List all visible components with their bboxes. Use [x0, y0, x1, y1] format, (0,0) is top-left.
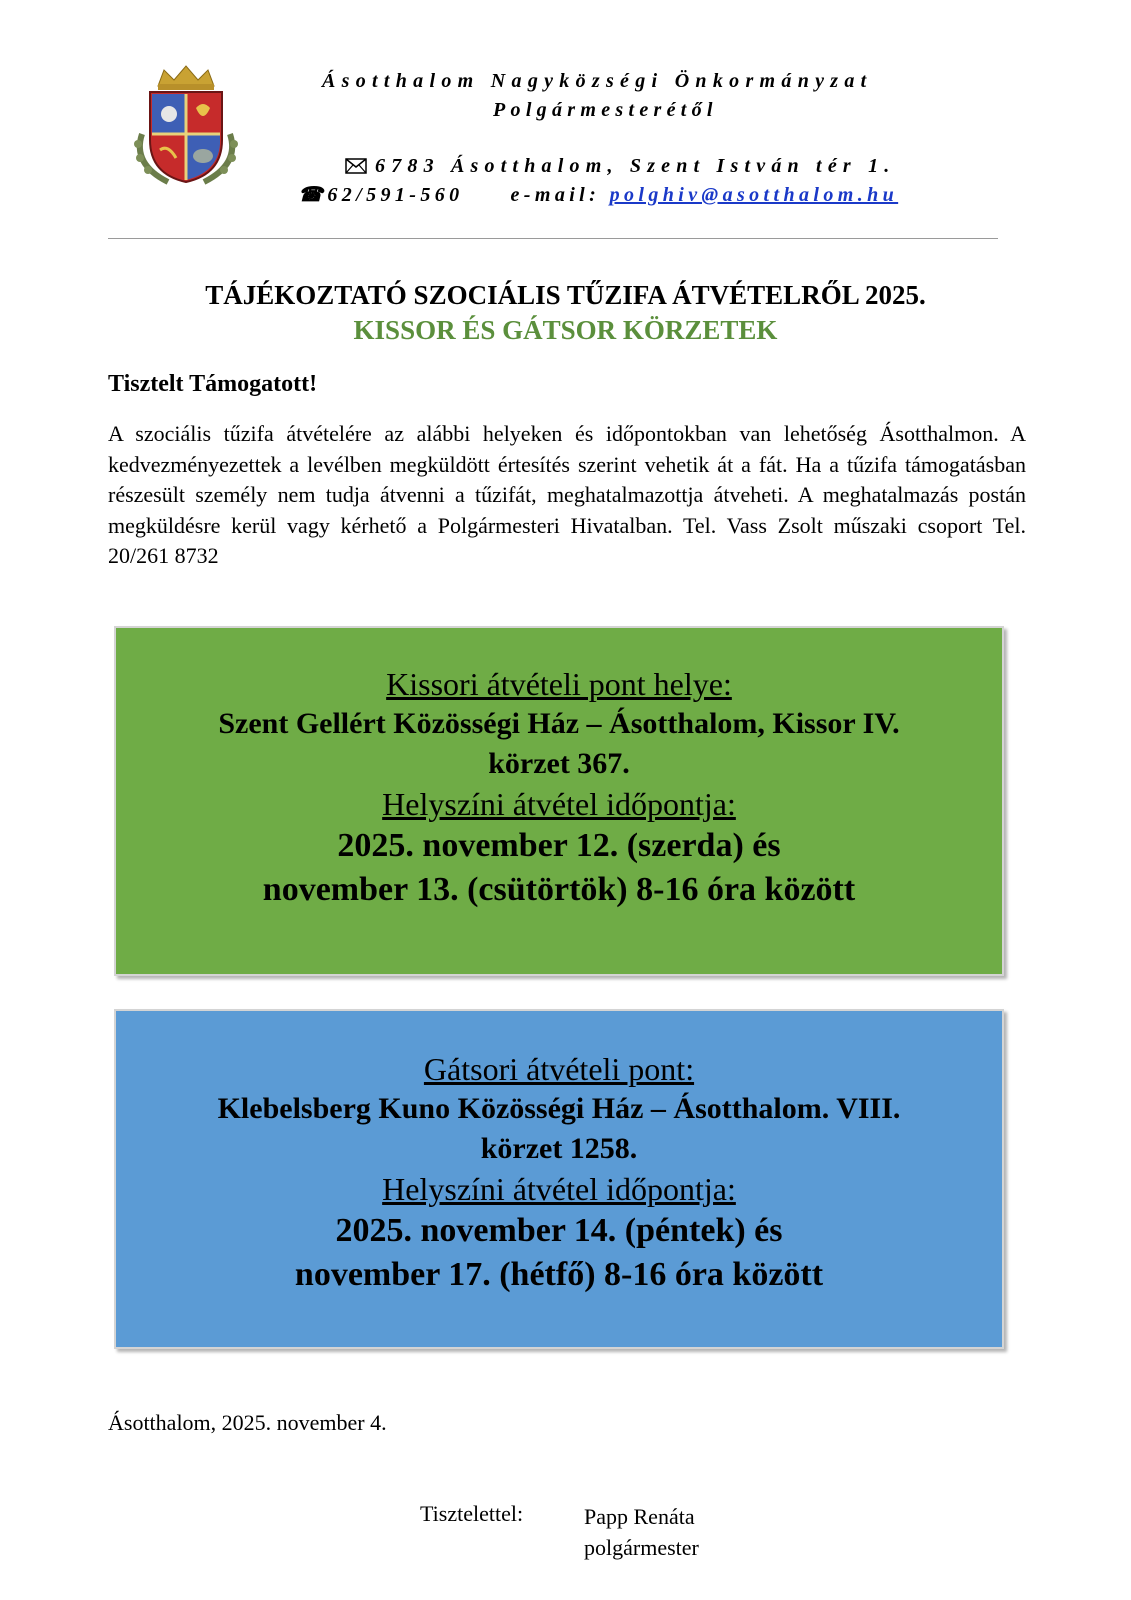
coat-of-arms-logo [128, 64, 244, 188]
header-phone-line [298, 182, 898, 207]
signer-title: polgármester [584, 1535, 699, 1560]
document-subtitle: KISSOR ÉS GÁTSOR KÖRZETEK [353, 315, 778, 345]
header-divider [108, 238, 998, 239]
document-title: TÁJÉKOZTATÓ SZOCIÁLIS TŰZIFA ÁTVÉTELRŐL 2025. [205, 280, 926, 310]
gatsor-date-line2: november 17. (hétfő) 8-16 óra között [294, 1256, 824, 1293]
kissor-date-line1: 2025. november 12. (szerda) és [337, 827, 781, 864]
header-address-line [345, 155, 895, 178]
gatsor-date-line1: 2025. november 14. (péntek) és [335, 1212, 783, 1249]
kissor-place-label: Kissori átvételi pont helye: [386, 666, 732, 702]
header-email-label: e-mail: [510, 184, 601, 206]
footer-date: Ásotthalom, 2025. november 4. [108, 1410, 387, 1435]
gatsor-place-line1: Klebelsberg Kuno Közösségi Ház – Ásotthalom. VIII. [217, 1092, 901, 1125]
gatsor-place-line2: körzet 1258. [480, 1132, 638, 1165]
header-phone: 62/591-560 [327, 184, 464, 206]
envelope-icon [345, 158, 367, 174]
telephone-icon: ☎ [298, 184, 328, 206]
kissor-place-line2: körzet 367. [488, 747, 630, 780]
kissor-info-box [114, 626, 1004, 976]
kissor-date-line2: november 13. (csütörtök) 8-16 óra között [262, 871, 856, 908]
header-organization: Ásotthalom Nagyközségi Önkormányzat [322, 70, 873, 92]
signature-block [584, 1501, 699, 1563]
email-link[interactable]: polghiv@asotthalom.hu [609, 184, 899, 206]
gatsor-info-box [114, 1009, 1004, 1349]
gatsor-place-label: Gátsori átvételi pont: [423, 1051, 695, 1087]
body-paragraph: A szociális tűzifa átvételére az alábbi helyeken és időpontokban van lehetőség Ásotthalmon. A kedvezményezettek a levélben megküldött értesítés szerint vehetik át a fát. Ha a tűzifa támogatásban részesült személy nem tudja átvenni a tűzifát, meghatalmazottja átveheti. A meghatalmazás postán megküldésre kerül vagy kérhető a Polgármesteri Hivatalban. Tel. Vass Zsolt műszaki csoport Tel. 20/261 8732 [108, 421, 1026, 568]
signer-name: Papp Renáta [584, 1504, 695, 1529]
closing-text: Tisztelettel: [420, 1501, 524, 1526]
kissor-place-line1: Szent Gellért Közösségi Ház – Ásotthalom, Kissor IV. [218, 707, 900, 740]
greeting: Tisztelt Támogatott! [108, 371, 318, 397]
header-address: 6783 Ásotthalom, Szent István tér 1. [375, 155, 896, 177]
header-office: Polgármesterétől [493, 99, 718, 121]
gatsor-time-label: Helyszíni átvétel időpontja: [382, 1171, 736, 1207]
kissor-time-label: Helyszíni átvétel időpontja: [382, 786, 736, 822]
